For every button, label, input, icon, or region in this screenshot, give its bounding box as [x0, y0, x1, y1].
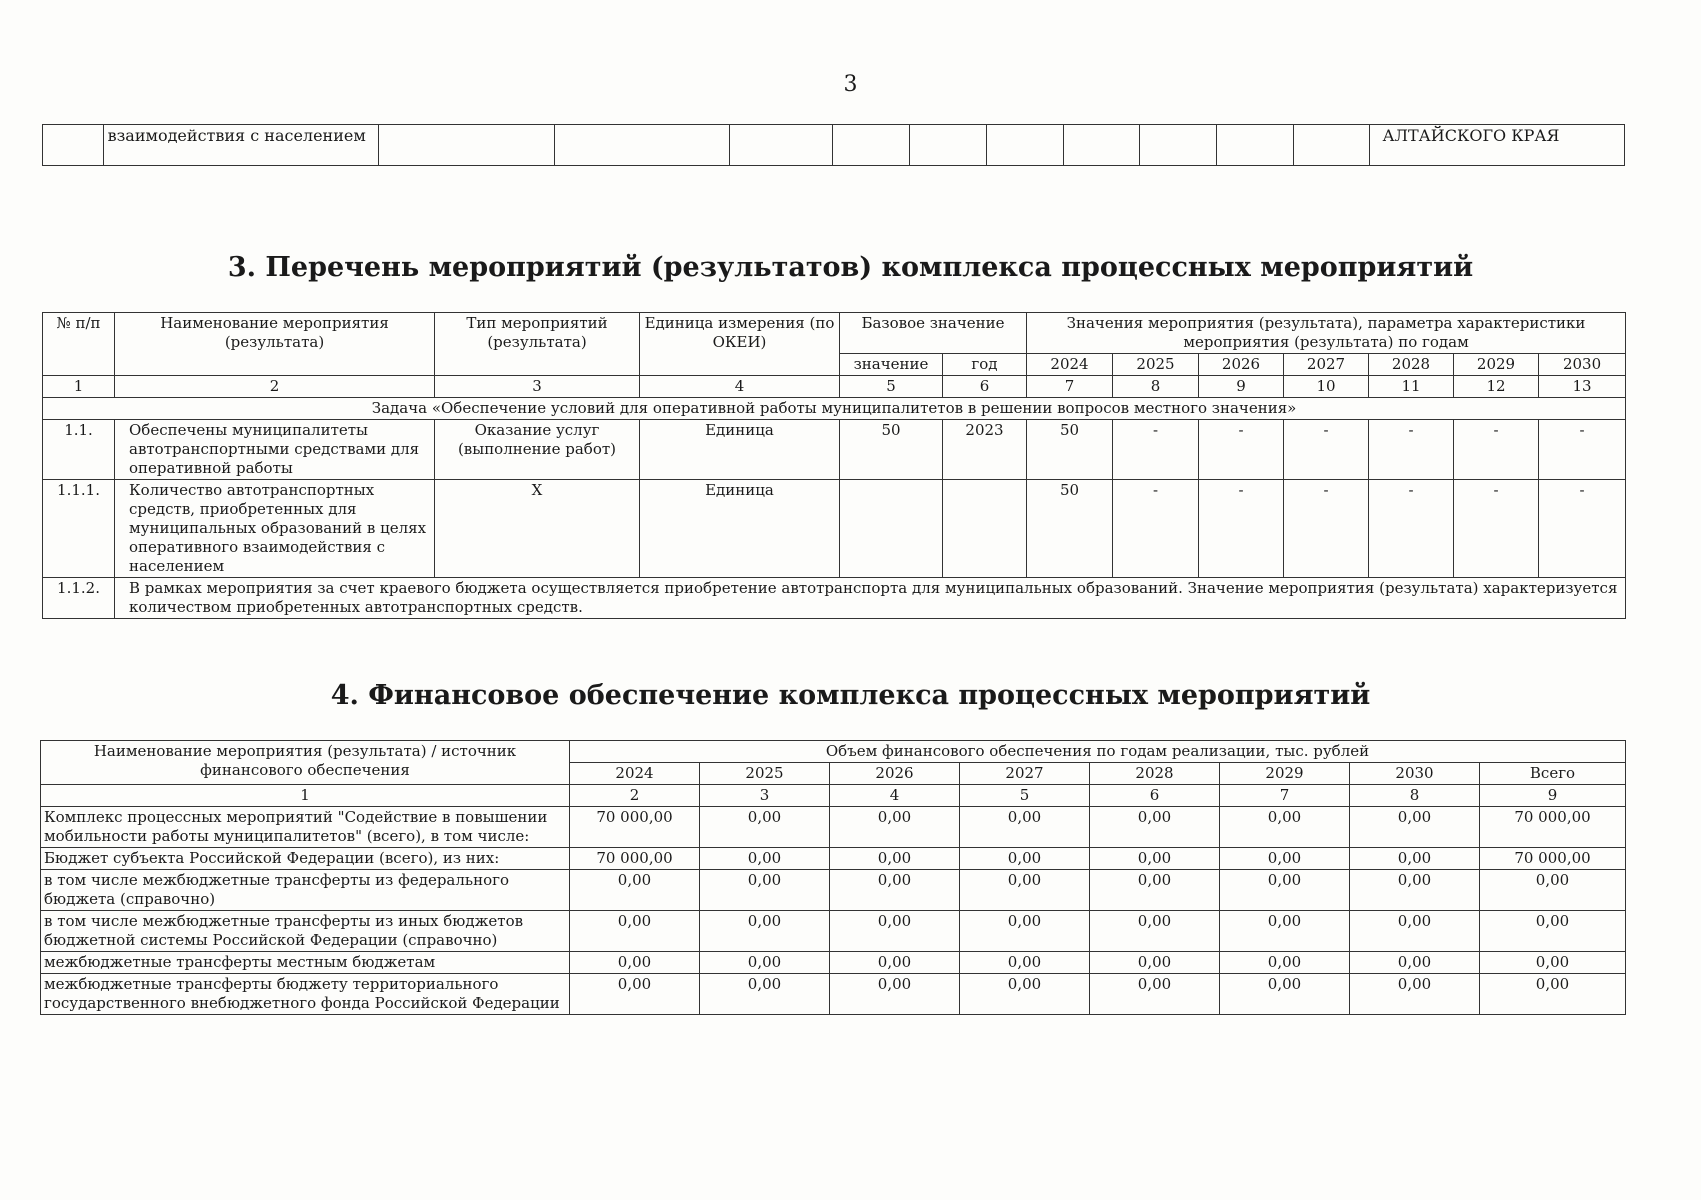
col-number: 1: [43, 376, 115, 398]
column-number-row: [41, 785, 1626, 807]
finance-value: 0,00: [830, 952, 960, 974]
header-year: 2024: [570, 763, 700, 785]
empty-cell: [43, 125, 104, 166]
col-number: 4: [640, 376, 840, 398]
finance-value: 0,00: [570, 974, 700, 1015]
header-year: 2027: [960, 763, 1090, 785]
col-number: 7: [1027, 376, 1113, 398]
finance-value: 0,00: [830, 870, 960, 911]
header-unit: Единица измерения (по ОКЕИ): [640, 313, 840, 376]
row-base-value: [840, 480, 943, 578]
finance-total: 0,00: [1480, 911, 1626, 952]
header-year: 2025: [1113, 354, 1199, 376]
finance-value: 0,00: [1350, 807, 1480, 848]
header-year: 2024: [1027, 354, 1113, 376]
row-base-value: 50: [840, 420, 943, 480]
col-number: 10: [1284, 376, 1369, 398]
header-year: 2028: [1090, 763, 1220, 785]
finance-value: 0,00: [1220, 911, 1350, 952]
header-year: 2025: [700, 763, 830, 785]
table-row: [43, 578, 1626, 619]
col-number: 2: [115, 376, 435, 398]
finance-value: 0,00: [960, 848, 1090, 870]
table-row: [41, 952, 1626, 974]
row-num: 1.1.1.: [43, 480, 115, 578]
finance-value: 70 000,00: [570, 848, 700, 870]
header-year: 2026: [830, 763, 960, 785]
header-year: 2029: [1220, 763, 1350, 785]
top-fragment-text: взаимодействия с населением: [103, 125, 379, 166]
finance-value: 0,00: [700, 974, 830, 1015]
table-row: [41, 807, 1626, 848]
empty-cell: [379, 125, 555, 166]
finance-total: 0,00: [1480, 870, 1626, 911]
finance-value: 0,00: [960, 911, 1090, 952]
row-value: -: [1539, 480, 1626, 578]
header-row: [43, 313, 1626, 354]
header-year: 2028: [1369, 354, 1454, 376]
finance-value: 0,00: [960, 952, 1090, 974]
finance-value: 0,00: [1220, 848, 1350, 870]
col-number: 1: [41, 785, 570, 807]
col-number: 5: [960, 785, 1090, 807]
row-name: Количество автотранспортных средств, приобретенных для муниципальных образований в целях оперативного взаимодействия с населением: [115, 480, 435, 578]
col-number: 3: [700, 785, 830, 807]
col-number: 9: [1480, 785, 1626, 807]
header-year: 2027: [1284, 354, 1369, 376]
finance-value: 0,00: [700, 911, 830, 952]
row-base-year: [943, 480, 1027, 578]
finance-table: [40, 740, 1626, 1015]
row-unit: Единица: [640, 480, 840, 578]
row-unit: Единица: [640, 420, 840, 480]
finance-value: 0,00: [700, 952, 830, 974]
col-number: 11: [1369, 376, 1454, 398]
empty-cell: [833, 125, 910, 166]
section-3-title: 3. Перечень мероприятий (результатов) комплекса процессных мероприятий: [227, 252, 1474, 283]
empty-cell: [986, 125, 1063, 166]
table-row: [41, 974, 1626, 1015]
finance-value: 70 000,00: [570, 807, 700, 848]
empty-cell: [1217, 125, 1294, 166]
finance-row-name: в том числе межбюджетные трансферты из федерального бюджета (справочно): [41, 870, 570, 911]
finance-value: 0,00: [700, 870, 830, 911]
row-num: 1.1.: [43, 420, 115, 480]
finance-value: 0,00: [960, 870, 1090, 911]
table-row: [41, 911, 1626, 952]
finance-value: 0,00: [700, 848, 830, 870]
header-volume: Объем финансового обеспечения по годам реализации, тыс. рублей: [570, 741, 1626, 763]
row-type: Оказание услуг (выполнение работ): [435, 420, 640, 480]
finance-value: 0,00: [1350, 848, 1480, 870]
header-num: № п/п: [43, 313, 115, 376]
header-year: 2026: [1199, 354, 1284, 376]
col-number: 7: [1220, 785, 1350, 807]
page-number: 3: [843, 72, 858, 97]
top-fragment-table: [42, 124, 1625, 166]
row-value: -: [1113, 480, 1199, 578]
finance-value: 0,00: [1090, 911, 1220, 952]
row-value: -: [1454, 420, 1539, 480]
column-number-row: [43, 376, 1626, 398]
finance-row-name: Бюджет субъекта Российской Федерации (всего), из них:: [41, 848, 570, 870]
row-value: -: [1199, 420, 1284, 480]
finance-value: 0,00: [1220, 974, 1350, 1015]
finance-value: 0,00: [1350, 974, 1480, 1015]
row-value: -: [1113, 420, 1199, 480]
finance-value: 0,00: [570, 911, 700, 952]
finance-value: 0,00: [830, 974, 960, 1015]
header-year: 2029: [1454, 354, 1539, 376]
note-num: 1.1.2.: [43, 578, 115, 619]
finance-value: 0,00: [570, 870, 700, 911]
col-number: 6: [943, 376, 1027, 398]
note-text: В рамках мероприятия за счет краевого бюджета осуществляется приобретение автотранспорта для муниципальных образований. Значение мероприятия (результата) характеризуется количеством приобретенных автотранспортных средств.: [115, 578, 1626, 619]
finance-value: 0,00: [1220, 952, 1350, 974]
top-fragment-right-text: АЛТАЙСКОГО КРАЯ: [1370, 125, 1625, 166]
finance-total: 70 000,00: [1480, 848, 1626, 870]
finance-total: 0,00: [1480, 952, 1626, 974]
finance-row-name: межбюджетные трансферты местным бюджетам: [41, 952, 570, 974]
header-base-year: год: [943, 354, 1027, 376]
finance-value: 0,00: [960, 974, 1090, 1015]
col-number: 9: [1199, 376, 1284, 398]
row-value: 50: [1027, 420, 1113, 480]
finance-value: 0,00: [1090, 848, 1220, 870]
table-row: [43, 420, 1626, 480]
table-row: [43, 125, 1625, 166]
col-number: 5: [840, 376, 943, 398]
header-year: 2030: [1539, 354, 1626, 376]
table-row: [41, 870, 1626, 911]
row-value: -: [1284, 480, 1369, 578]
row-value: -: [1369, 480, 1454, 578]
task-row: [43, 398, 1626, 420]
finance-value: 0,00: [830, 807, 960, 848]
finance-value: 0,00: [1220, 870, 1350, 911]
empty-cell: [1063, 125, 1140, 166]
finance-value: 0,00: [1350, 870, 1480, 911]
finance-row-name: межбюджетные трансферты бюджету территориального государственного внебюджетного фонда Российской Федерации: [41, 974, 570, 1015]
col-number: 8: [1113, 376, 1199, 398]
header-row: [41, 741, 1626, 763]
empty-cell: [730, 125, 833, 166]
row-value: -: [1199, 480, 1284, 578]
finance-value: 0,00: [1350, 911, 1480, 952]
row-name: Обеспечены муниципалитеты автотранспортными средствами для оперативной работы: [115, 420, 435, 480]
header-name: Наименование мероприятия (результата): [115, 313, 435, 376]
finance-value: 0,00: [1220, 807, 1350, 848]
events-table: [42, 312, 1626, 619]
finance-value: 0,00: [1090, 974, 1220, 1015]
row-value: -: [1454, 480, 1539, 578]
col-number: 8: [1350, 785, 1480, 807]
row-value: -: [1284, 420, 1369, 480]
finance-total: 70 000,00: [1480, 807, 1626, 848]
col-number: 6: [1090, 785, 1220, 807]
header-total: Всего: [1480, 763, 1626, 785]
header-type: Тип мероприятий (результата): [435, 313, 640, 376]
col-number: 13: [1539, 376, 1626, 398]
finance-value: 0,00: [570, 952, 700, 974]
finance-value: 0,00: [960, 807, 1090, 848]
row-value: -: [1369, 420, 1454, 480]
finance-row-name: в том числе межбюджетные трансферты из иных бюджетов бюджетной системы Российской Федерации (справочно): [41, 911, 570, 952]
empty-cell: [1140, 125, 1217, 166]
finance-total: 0,00: [1480, 974, 1626, 1015]
col-number: 4: [830, 785, 960, 807]
header-values: Значения мероприятия (результата), параметра характеристики мероприятия (результата) по годам: [1027, 313, 1626, 354]
finance-value: 0,00: [1090, 870, 1220, 911]
row-value: -: [1539, 420, 1626, 480]
table-row: [41, 848, 1626, 870]
header-base: Базовое значение: [840, 313, 1027, 354]
finance-value: 0,00: [1350, 952, 1480, 974]
finance-value: 0,00: [1090, 952, 1220, 974]
row-base-year: 2023: [943, 420, 1027, 480]
empty-cell: [554, 125, 730, 166]
col-number: 3: [435, 376, 640, 398]
empty-cell: [910, 125, 987, 166]
finance-value: 0,00: [1090, 807, 1220, 848]
task-text: Задача «Обеспечение условий для оперативной работы муниципалитетов в решении вопросов местного значения»: [43, 398, 1626, 420]
row-value: 50: [1027, 480, 1113, 578]
header-base-value: значение: [840, 354, 943, 376]
col-number: 12: [1454, 376, 1539, 398]
table-row: [43, 480, 1626, 578]
header-year: 2030: [1350, 763, 1480, 785]
finance-value: 0,00: [830, 848, 960, 870]
finance-value: 0,00: [700, 807, 830, 848]
row-type: X: [435, 480, 640, 578]
finance-value: 0,00: [830, 911, 960, 952]
header-name: Наименование мероприятия (результата) / источник финансового обеспечения: [41, 741, 570, 785]
section-4-title: 4. Финансовое обеспечение комплекса процессных мероприятий: [330, 680, 1371, 711]
finance-row-name: Комплекс процессных мероприятий "Содействие в повышении мобильности работы муниципалитетов" (всего), в том числе:: [41, 807, 570, 848]
col-number: 2: [570, 785, 700, 807]
empty-cell: [1293, 125, 1370, 166]
